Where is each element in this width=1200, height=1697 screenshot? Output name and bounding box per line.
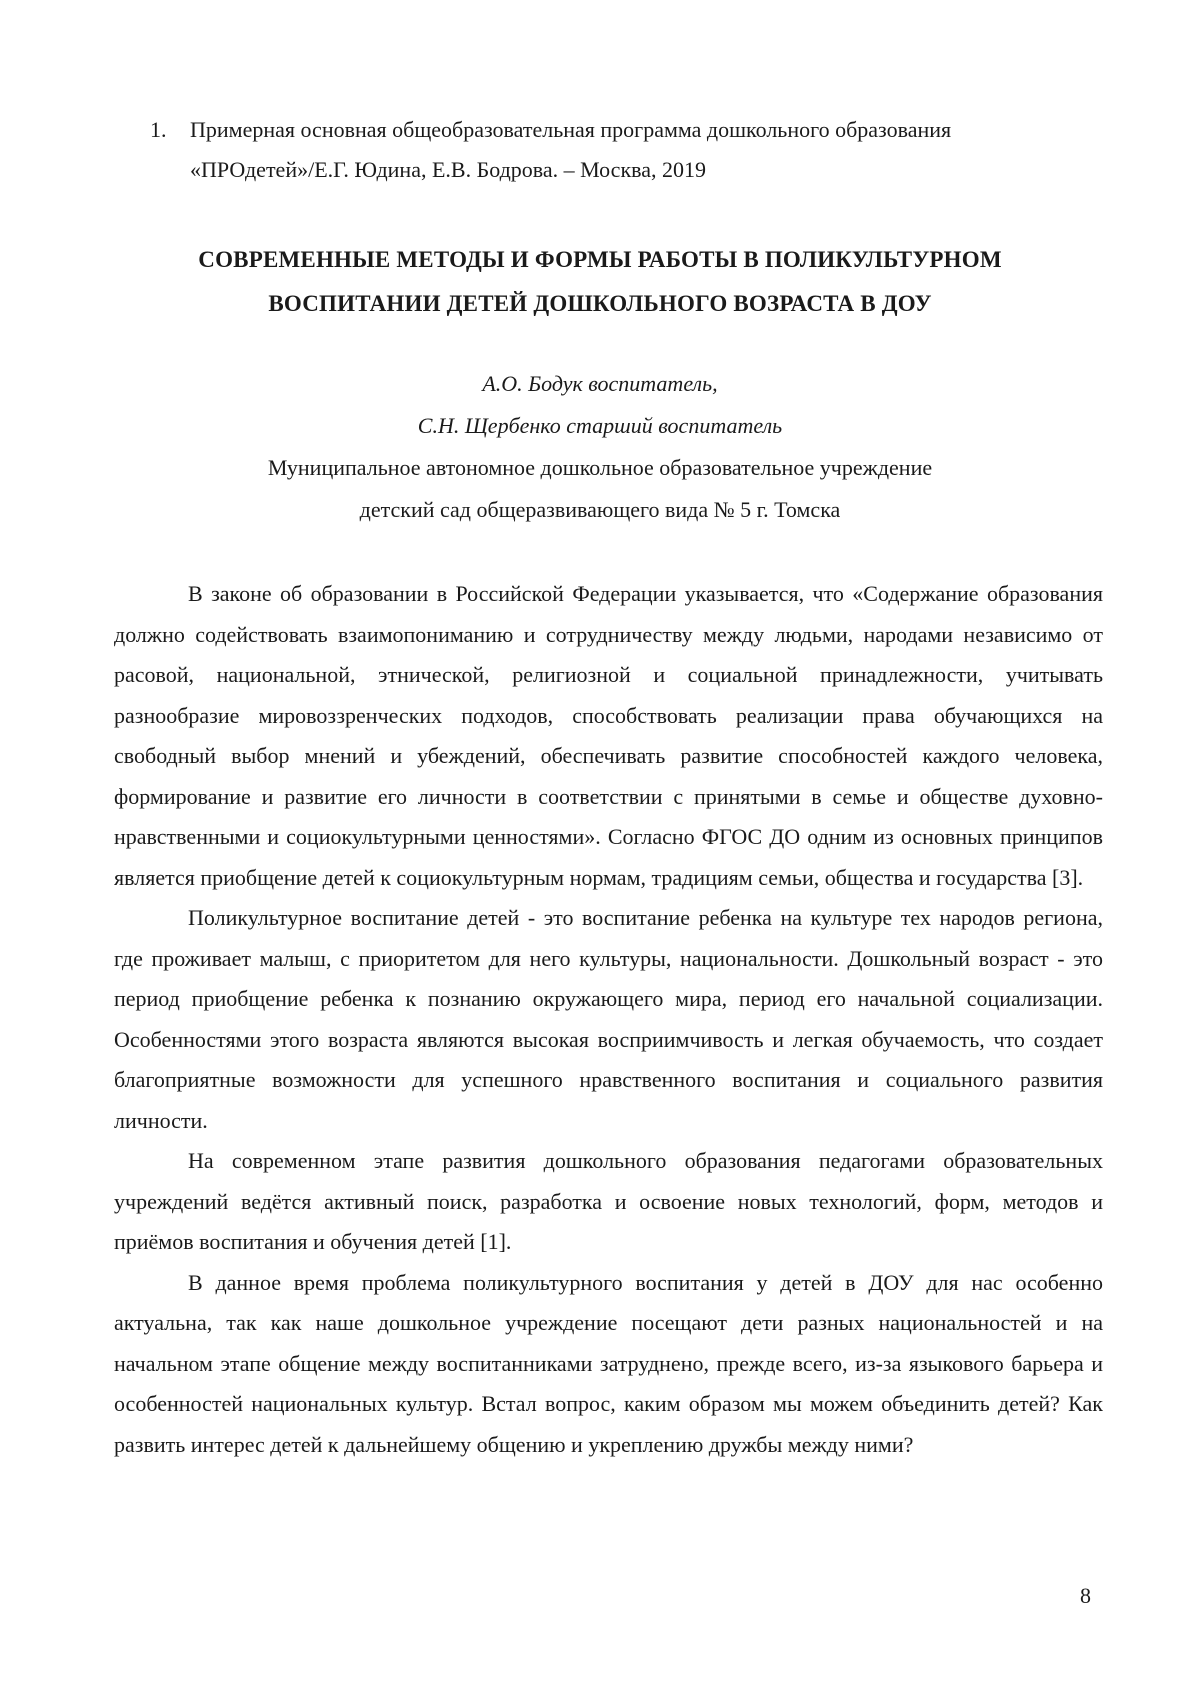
article-title [120,238,1080,326]
article-body [114,574,1103,1465]
article-title-line-1: СОВРЕМЕННЫЕ МЕТОДЫ И ФОРМЫ РАБОТЫ В ПОЛИКУЛЬТУРНОМ [198,247,1002,272]
reference-number: 1. [150,117,167,142]
authors-block [120,363,1080,531]
paragraph-1: В законе об образовании в Российской Федерации указывается, что «Содержание образования должно содействовать взаимопониманию и сотрудничеству между людьми, народами независимо от расовой, национальной, этнической, религиозной и социальной принадлежности, учитывать разнообразие мировоззренческих подходов, способствовать реализации права обучающихся на свободный выбор мнений и убеждений, обеспечивать развитие способностей каждого человека, формирование и развитие его личности в соответствии с принятыми в семье и обществе духовно-нравственными и социокультурными ценностями». Согласно ФГОС ДО одним из основных принципов является приобщение детей к социокультурным нормам, традициям семьи, общества и государства [3]. [114,581,1103,890]
page-number: 8 [1080,1583,1091,1608]
reference-text: Примерная основная общеобразовательная программа дошкольного образования «ПРОдетей»/Е.Г. Юдина, Е.В. Бодрова. – Москва, 2019 [190,117,952,182]
institution-line-1: Муниципальное автономное дошкольное образовательное учреждение [267,455,933,480]
paragraph-2: Поликультурное воспитание детей - это воспитание ребенка на культуре тех народов региона, где проживает малыш, с приоритетом для него культуры, национальности. Дошкольный возраст - это период приобщение ребенка к познанию окружающего мира, период его начальной социализации. Особенностями этого возраста являются высокая восприимчивость и легкая обучаемость, что создает благоприятные возможности для успешного нравственного воспитания и социального развития личности. [114,905,1103,1133]
paragraph-4: В данное время проблема поликультурного воспитания у детей в ДОУ для нас особенно актуальна, так как наше дошкольное учреждение посещают дети разных национальностей и на начальном этапе общение между воспитанниками затруднено, прежде всего, из-за языкового барьера и особенностей национальных культур. Встал вопрос, каким образом мы можем объединить детей? Как развить интерес детей к дальнейшему общению и укреплению дружбы между ними? [114,1269,1103,1457]
institution-line-2: детский сад общеразвивающего вида № 5 г. Томска [359,497,841,522]
author-2: С.Н. Щербенко старший воспитатель [417,413,783,438]
author-1: А.О. Бодук воспитатель, [482,371,718,396]
article-title-line-2: ВОСПИТАНИИ ДЕТЕЙ ДОШКОЛЬНОГО ВОЗРАСТА В ДОУ [268,291,932,316]
reference-item [150,110,1050,190]
paragraph-3: На современном этапе развития дошкольного образования педагогами образовательных учреждений ведётся активный поиск, разработка и освоение новых технологий, форм, методов и приёмов воспитания и обучения детей [1]. [114,1148,1103,1254]
